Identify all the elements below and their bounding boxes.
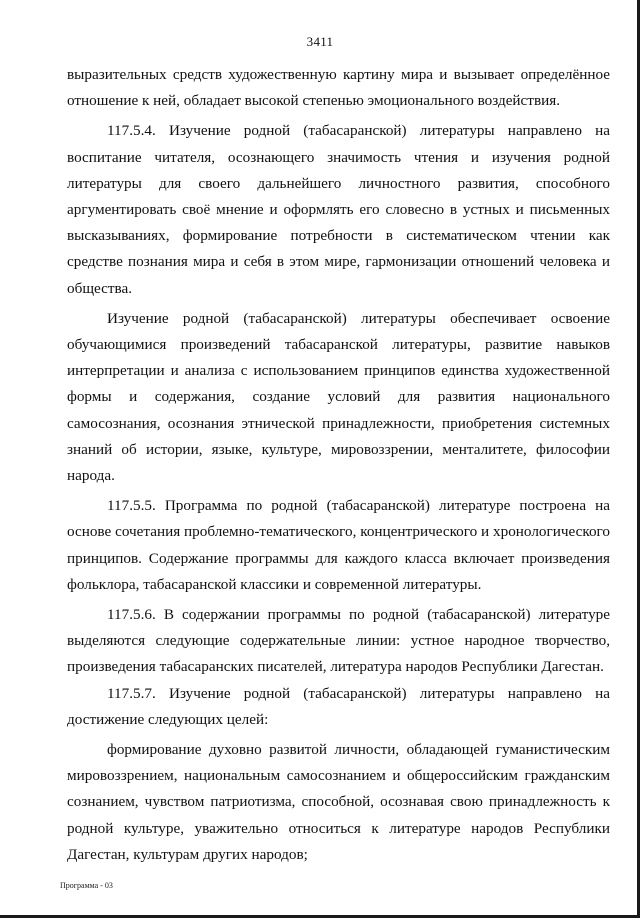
paragraph-study-provides: Изучение родной (табасаранской) литературы обеспечивает освоение обучающимися произведений табасаранской литературы, развитие навыков интерпретации и анализа с использованием принципов единства художественной формы и содержания, создание условий для развития национального самосознания, осознания этнической принадлежности, приобретения системных знаний об истории, языке, культуре, мировоззрении, менталитете, философии народа. <box>67 309 610 485</box>
paragraph-117-5-4: 117.5.4. Изучение родной (табасаранской) литературы направлено на воспитание читателя, осознающего значимость чтения и изучения родной литературы для своего дальнейшего личностного развития, способного аргументировать своё мнение и оформлять его словесно в устных и письменных высказываниях, формирование потребности в систематическом чтении как средстве познания мира и себя в этом мире, гармонизации отношений человека и общества. <box>67 122 610 297</box>
paragraph-117-5-5: 117.5.5. Программа по родной (табасаранской) литературе построена на основе сочетания проблемно-тематического, концентрического и хронологического принципов. Содержание программы для каждого класса включает произведения фольклора, табасаранской классики и современной литературы. <box>67 497 610 593</box>
document-body <box>67 62 610 868</box>
paragraph-continuation: выразительных средств художественную картину мира и вызывает определённое отношение к ней, обладает высокой степенью эмоционального воздействия. <box>67 66 610 110</box>
paragraph-117-5-7: 117.5.7. Изучение родной (табасаранской) литературы направлено на достижение следующих целей: <box>67 684 610 728</box>
page-number: 3411 <box>306 34 334 49</box>
paragraph-117-5-6: 117.5.6. В содержании программы по родной (табасаранской) литературе выделяются следующие содержательные линии: устное народное творчество, произведения табасаранских писателей, литература народов Республики Дагестан. <box>67 606 610 676</box>
paragraph-goal-formation: формирование духовно развитой личности, обладающей гуманистическим мировоззрением, национальным самосознанием и общероссийским гражданским сознанием, чувством патриотизма, способной, осознавая свою принадлежность к родной культуре, уважительно относиться к литературе народов Республики Дагестан, культурам других народов; <box>67 741 610 863</box>
footer-label: Программа - 03 <box>60 881 113 890</box>
